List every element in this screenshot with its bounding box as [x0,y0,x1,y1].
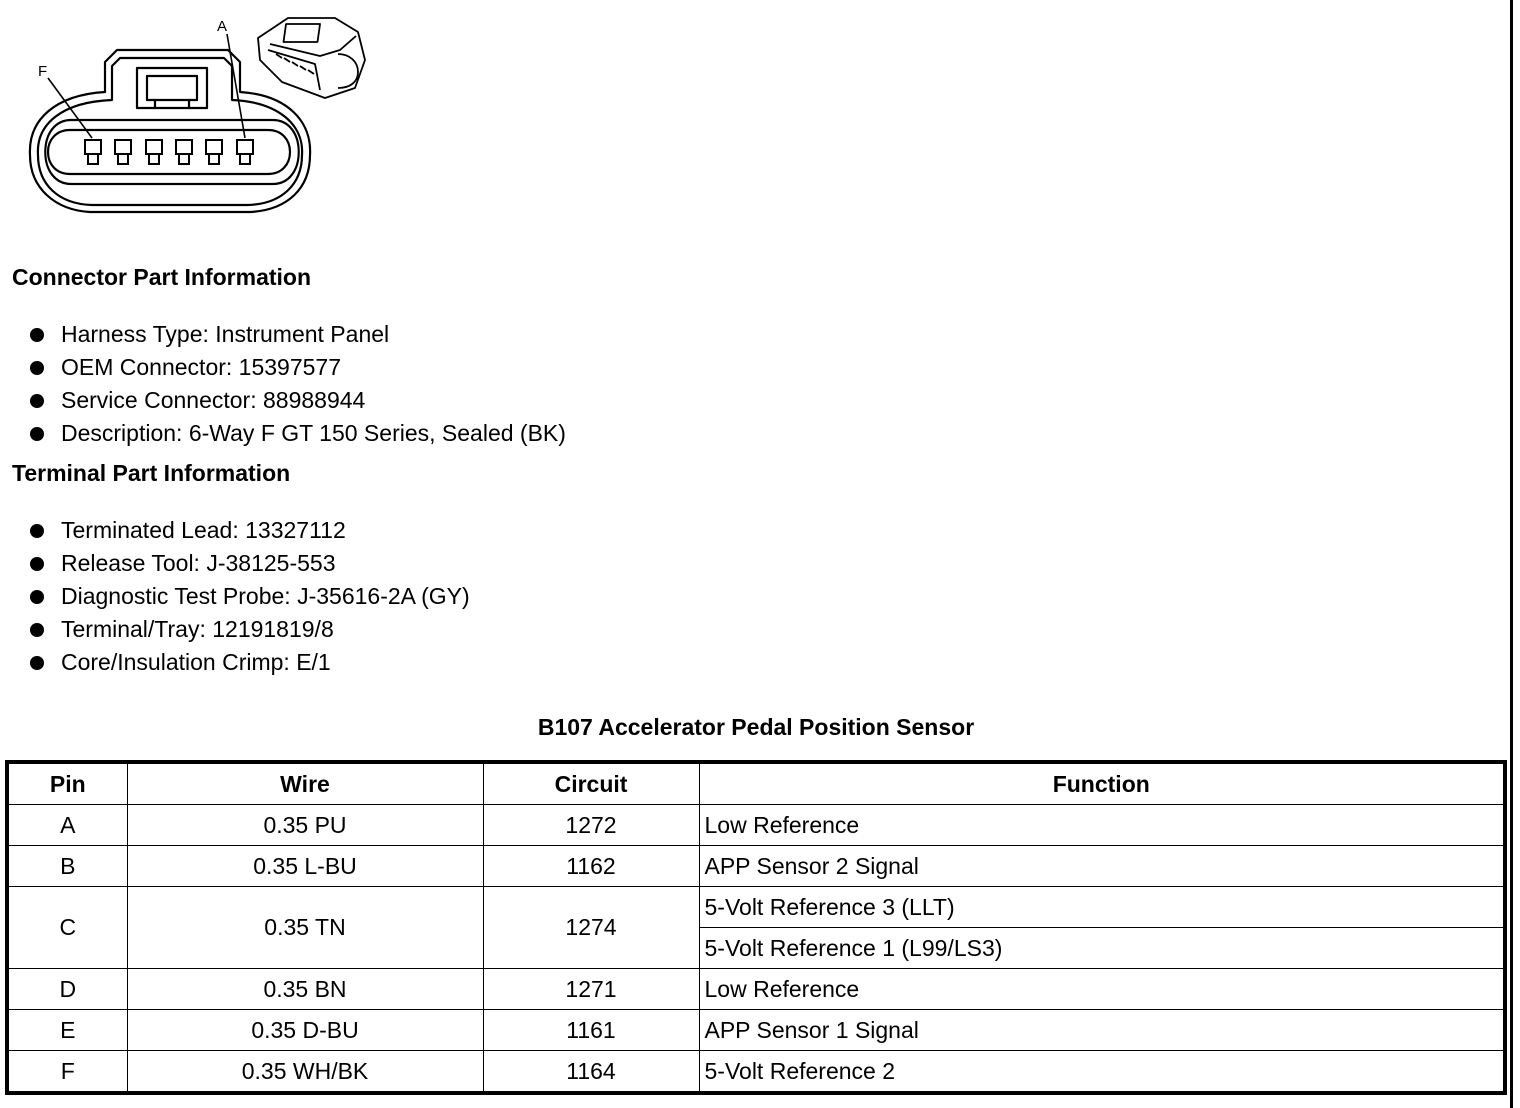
cell-pin: F [7,1051,127,1094]
cell-wire: 0.35 BN [127,969,483,1010]
terminal-info-list [28,514,470,679]
cell-wire: 0.35 D-BU [127,1010,483,1051]
cell-function: 5-Volt Reference 1 (L99/LS3) [699,928,1505,969]
table-row [7,887,1505,928]
connector-icon [258,18,365,98]
cell-wire: 0.35 L-BU [127,846,483,887]
pin-label-a: A [217,18,228,35]
list-item: Service Connector: 88988944 [28,384,566,417]
cell-pin: D [7,969,127,1010]
header-pin: Pin [7,762,127,805]
list-item: Description: 6-Way F GT 150 Series, Sealed (BK) [28,417,566,450]
table-row [7,1010,1505,1051]
cell-circuit: 1272 [483,805,699,846]
table-row [7,969,1505,1010]
page-border [1510,0,1513,1108]
table-row [7,805,1505,846]
cell-circuit: 1162 [483,846,699,887]
cell-pin: B [7,846,127,887]
cell-pin: A [7,805,127,846]
connector-diagram [20,10,380,220]
cell-wire: 0.35 WH/BK [127,1051,483,1094]
header-function: Function [699,762,1505,805]
connector-section-title: Connector Part Information [12,264,312,290]
connector-info-list [28,318,566,450]
cell-function: Low Reference [699,969,1505,1010]
header-circuit: Circuit [483,762,699,805]
table-title: B107 Accelerator Pedal Position Sensor [537,714,975,740]
terminal-section-title: Terminal Part Information [12,460,291,486]
header-wire: Wire [127,762,483,805]
pin-label-f: F [38,63,48,80]
list-item: Release Tool: J-38125-553 [28,547,470,580]
cell-function: APP Sensor 2 Signal [699,846,1505,887]
list-item: Harness Type: Instrument Panel [28,318,566,351]
table-row [7,1051,1505,1094]
pinout-table [5,760,1507,1095]
cell-circuit: 1274 [483,887,699,969]
cell-function: Low Reference [699,805,1505,846]
list-item: Core/Insulation Crimp: E/1 [28,646,470,679]
table-header-row [7,762,1505,805]
cell-function: APP Sensor 1 Signal [699,1010,1505,1051]
cell-wire: 0.35 PU [127,805,483,846]
cell-pin: E [7,1010,127,1051]
cell-circuit: 1164 [483,1051,699,1094]
cell-function: 5-Volt Reference 2 [699,1051,1505,1094]
cell-wire: 0.35 TN [127,887,483,969]
list-item: Terminated Lead: 13327112 [28,514,470,547]
list-item: Terminal/Tray: 12191819/8 [28,613,470,646]
cell-circuit: 1271 [483,969,699,1010]
list-item: Diagnostic Test Probe: J-35616-2A (GY) [28,580,470,613]
table-row [7,846,1505,887]
cell-function: 5-Volt Reference 3 (LLT) [699,887,1505,928]
cell-circuit: 1161 [483,1010,699,1051]
cell-pin: C [7,887,127,969]
list-item: OEM Connector: 15397577 [28,351,566,384]
